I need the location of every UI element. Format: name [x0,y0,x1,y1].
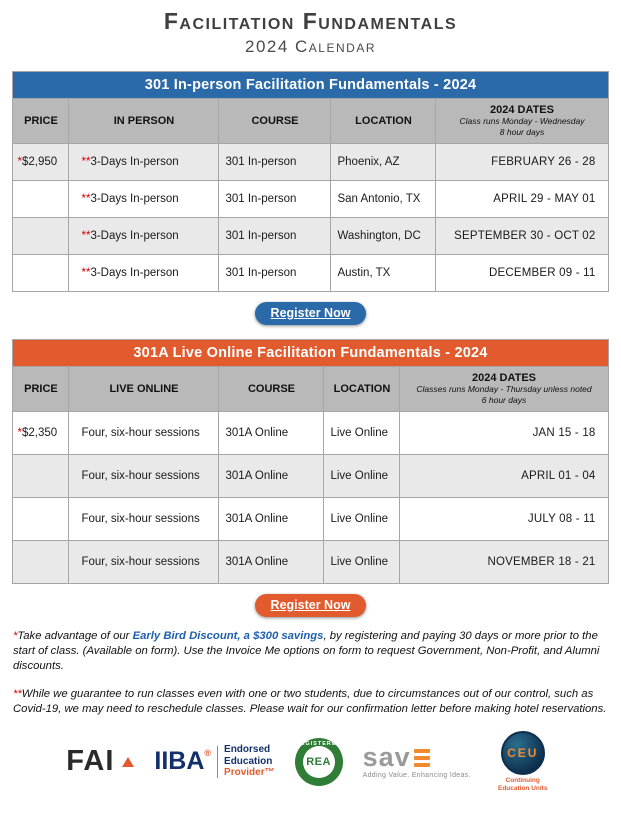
column-header-inperson: IN PERSON [69,99,219,144]
divider [217,746,218,778]
format-cell [69,255,219,292]
dates-header-note-2: 6 hour days [481,395,527,406]
ceu-globe-icon [501,731,545,775]
dates-header-note-1: Class runs Monday - Wednesday [459,116,585,126]
dates-cell: SEPTEMBER 30 - OCT 02 [436,218,608,255]
footnote-mark: ** [81,230,91,243]
footnote-mark: * [17,427,22,440]
location-cell: Live Online [324,455,400,498]
footer-logos [0,731,621,793]
save-tagline: Adding Value. Enhancing Ideas. [362,772,471,780]
format-value: 3-Days In-person [90,193,179,206]
location-cell: Washington, DC [331,218,436,255]
footnote-mark: ** [81,267,91,280]
iiba-endorsement-text [224,744,275,779]
location-cell: Live Online [324,541,400,584]
table-row [13,412,608,455]
price-value: $2,350 [21,427,58,440]
page-title: Facilitation Fundamentals [163,8,458,34]
format-value: Four, six-hour sessions [81,513,200,526]
footnote-guarantee [13,687,608,717]
column-header-price: PRICE [13,99,69,144]
format-value: 3-Days In-person [90,156,179,169]
format-value: Four, six-hour sessions [81,427,200,440]
column-header-liveonline: LIVE ONLINE [69,367,219,412]
ceu-caption: Continuing Education Units [497,776,548,792]
footnote-mark: ** [13,687,22,700]
format-value: Four, six-hour sessions [81,556,200,569]
rea-badge [295,738,343,786]
table-row [13,255,608,292]
price-cell [13,181,69,218]
register-online-button[interactable]: Register Now [255,594,367,617]
price-cell [13,218,69,255]
format-cell [69,455,219,498]
format-cell [69,541,219,584]
table-row [13,181,608,218]
early-bird-discount-text: Early Bird Discount, a $300 savings [132,630,324,643]
iiba-education: Education [224,755,273,767]
footnote-mark: ** [81,156,91,169]
column-header-location: LOCATION [324,367,400,412]
page-header [0,0,621,57]
ceu-logo [491,731,555,793]
online-table [12,339,608,584]
dates-cell: JULY 08 - 11 [400,498,608,541]
dates-header-note-1: Classes runs Monday - Thursday unless noted [416,384,592,395]
inperson-register-row [0,302,621,325]
format-cell [69,498,219,541]
save-wordmark [363,744,430,771]
registered-mark: ® [204,748,212,759]
course-cell: 301 In-person [219,181,331,218]
footnote-mark: * [13,630,18,643]
rea-seal-icon [295,738,343,786]
course-cell: 301 In-person [219,218,331,255]
column-header-dates [436,99,608,144]
format-cell [69,412,219,455]
iiba-logo [154,744,274,779]
note-text: Take advantage of our [17,630,133,643]
price-value: $2,950 [21,156,58,169]
location-cell: Phoenix, AZ [331,144,436,181]
column-header-course: COURSE [219,99,331,144]
fai-accent-icon [122,757,134,767]
format-cell [69,144,219,181]
price-cell [13,412,69,455]
note-text: , by registering and paying 30 days or more prior to the start of class. (Available on form). Use the Invoice Me options on form to request Government, Non-Profit, and Alumni discounts. [13,630,600,673]
register-inperson-button[interactable]: Register Now [255,302,367,325]
table-row [13,455,608,498]
column-header-price: PRICE [13,367,69,412]
inperson-table-title: 301 In-person Facilitation Fundamentals - 2024 [13,72,608,99]
dates-cell: JAN 15 - 18 [400,412,608,455]
dates-cell: DECEMBER 09 - 11 [436,255,608,292]
footnote-mark: ** [81,193,91,206]
dates-header-note-2: 8 hour days [499,127,545,138]
price-cell [13,541,69,584]
column-header-dates [400,367,608,412]
format-value: Four, six-hour sessions [81,470,200,483]
price-cell [13,455,69,498]
footnote-mark: * [17,156,22,169]
save-e-icon [414,749,430,767]
format-cell [69,181,219,218]
course-cell: 301A Online [219,498,324,541]
location-cell: San Antonio, TX [331,181,436,218]
location-cell: Live Online [324,412,400,455]
price-cell [13,144,69,181]
fai-logo [66,747,134,776]
dates-cell: APRIL 01 - 04 [400,455,608,498]
table-row [13,144,608,181]
table-row [13,541,608,584]
rea-ring-text: REGISTERED [295,740,342,747]
price-cell [13,498,69,541]
iiba-text: IIBA [154,747,205,776]
location-cell: Austin, TX [331,255,436,292]
save-logo [363,744,471,779]
online-table-title: 301A Live Online Facilitation Fundamentals - 2024 [13,340,608,367]
rea-wordmark: REA [303,746,335,778]
course-cell: 301A Online [219,541,324,584]
format-cell [69,218,219,255]
iiba-provider: Provider™ [224,767,275,779]
page-subtitle: 2024 Calendar [244,37,376,56]
dates-cell: FEBRUARY 26 - 28 [436,144,608,181]
column-header-course: COURSE [219,367,324,412]
iiba-endorsed: Endorsed [224,744,271,756]
format-value: 3-Days In-person [90,230,179,243]
column-header-location: LOCATION [331,99,436,144]
footnote-early-bird [13,629,608,674]
location-cell: Live Online [324,498,400,541]
dates-header-title: 2024 DATES [489,104,554,116]
fai-wordmark: FAI [66,745,115,778]
online-register-row [0,594,621,617]
table-row [13,218,608,255]
dates-header-title: 2024 DATES [472,372,536,385]
inperson-table [12,71,608,292]
course-cell: 301 In-person [219,144,331,181]
save-letters: sav [362,742,411,773]
format-value: 3-Days In-person [90,267,179,280]
table-row [13,498,608,541]
dates-cell: APRIL 29 - MAY 01 [436,181,608,218]
course-cell: 301A Online [219,412,324,455]
course-cell: 301 In-person [219,255,331,292]
ceu-wordmark: CEU [507,745,539,760]
note-text: While we guarantee to run classes even with one or two students, due to circumstances out of our control, such as Covid-19, we may need to reschedule classes. Please wait for our confirmation letter before making hotel reservations. [13,687,607,715]
price-cell [13,255,69,292]
dates-cell: NOVEMBER 18 - 21 [400,541,608,584]
course-cell: 301A Online [219,455,324,498]
iiba-wordmark [154,749,211,774]
